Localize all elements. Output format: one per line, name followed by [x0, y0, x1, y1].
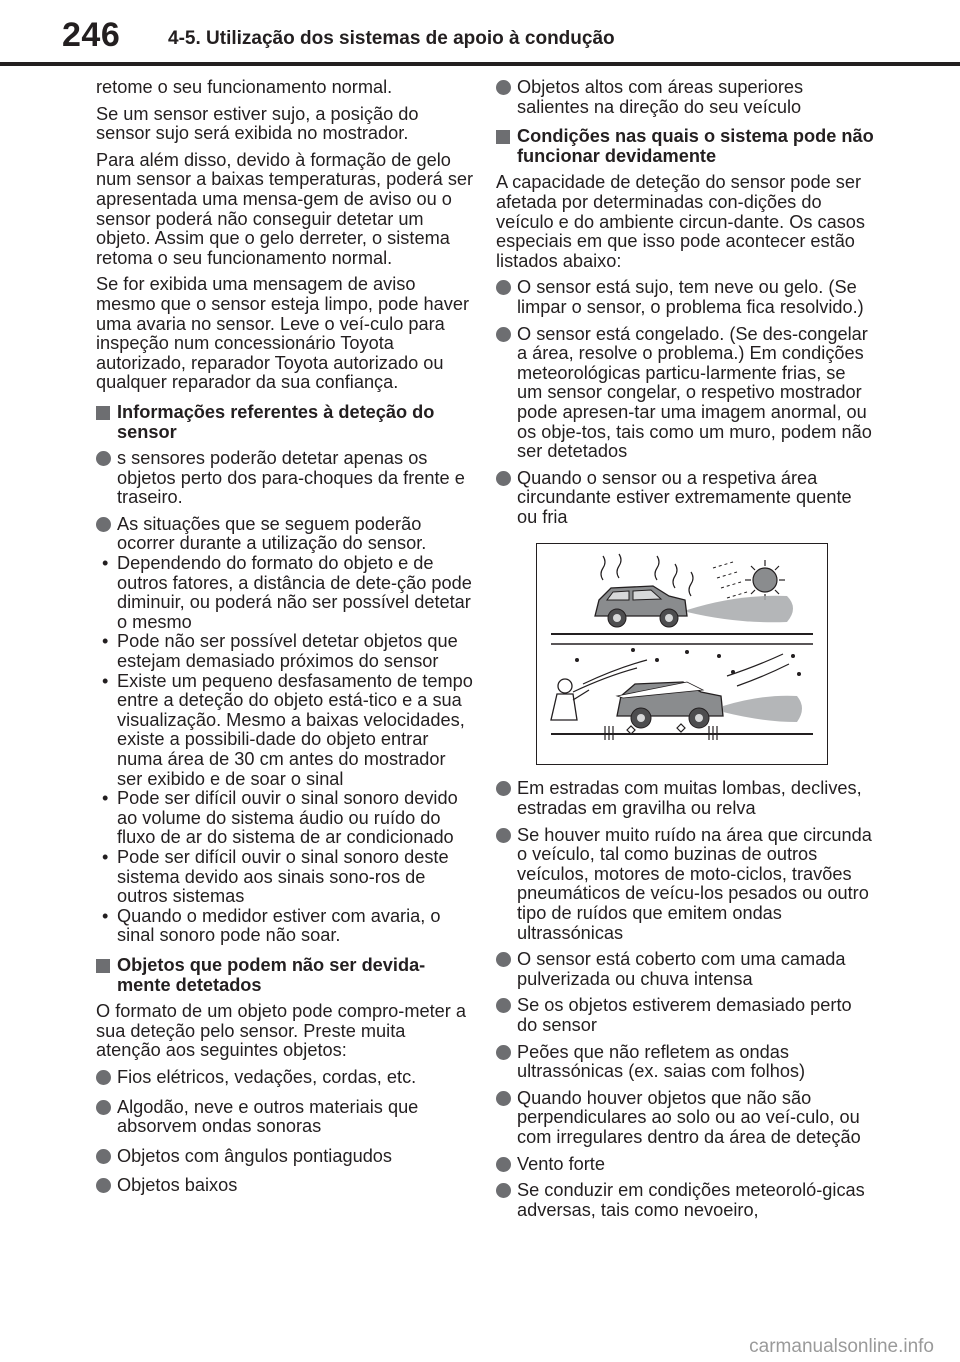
round-bullet-icon	[496, 80, 511, 95]
header-rule	[0, 62, 960, 66]
paragraph: A capacidade de deteção do sensor pode ser afetada por determinadas con-dições do veículo e do ambiente circun-dante. Os casos especiais em que isso pode acontecer estão listados abaixo:	[496, 172, 865, 271]
list-item	[496, 1155, 874, 1175]
list-item-text: Vento forte	[517, 1153, 605, 1174]
list-item-text: Peões que não refletem as ondas ultrassónicas (ex. saias com folhos)	[517, 1041, 806, 1082]
round-bullet-icon	[496, 1157, 511, 1172]
list-item	[496, 278, 874, 317]
car-icon	[617, 682, 723, 728]
list-item-text: Se os objetos estiverem demasiado perto do sensor	[517, 995, 852, 1035]
left-column	[96, 78, 474, 1203]
round-bullet-icon	[496, 1091, 511, 1106]
list-item-text: Algodão, neve e outros materiais que absorvem ondas sonoras	[117, 1096, 419, 1137]
list-item	[496, 1181, 874, 1220]
list-item	[96, 1147, 474, 1167]
sub-list-item: • Pode não ser possível detetar objetos que estejam demasiado próximos do sensor	[102, 631, 458, 672]
paragraph: Se for exibida uma mensagem de aviso mesmo que o sensor esteja limpo, pode haver uma avaria no sensor. Leve o veí-culo para inspeção num concessionário Toyota autorizado, reparador Toyota autorizado ou qualquer reparador da sua confiança.	[96, 274, 470, 393]
round-bullet-icon	[496, 1183, 511, 1198]
sub-list-item: • Pode ser difícil ouvir o sinal sonoro deste sistema devido aos sinais sono-ros de outros sistemas	[102, 846, 449, 907]
list-item	[96, 1176, 474, 1196]
paragraph: Se um sensor estiver sujo, a posição do sensor sujo será exibida no mostrador.	[96, 103, 419, 144]
square-bullet-icon	[96, 959, 110, 973]
page-number: 246	[62, 16, 121, 54]
list-item-text: O sensor está coberto com uma camada pulverizada ou chuva intensa	[517, 949, 846, 989]
weather-illustration	[536, 543, 828, 765]
sub-list-item-text: Existe um pequeno desfasamento de tempo entre a deteção do objeto está-tico e a sua visualização. Mesmo a baixas velocidades, existe a possibili-dade do objeto entrar numa área de 30 cm antes do mostrador ser exibido e de soar o sinal	[117, 670, 473, 789]
section-heading	[496, 127, 874, 166]
list-item-text: Objetos com ângulos pontiagudos	[117, 1145, 393, 1166]
round-bullet-icon	[96, 1100, 111, 1115]
round-bullet-icon	[96, 517, 111, 532]
sub-list-item-text: Pode ser difícil ouvir o sinal sonoro devido ao volume do sistema áudio ou ruído do fluxo de ar do sistema de ar condicionado	[117, 788, 458, 848]
list-item	[496, 1089, 874, 1148]
list-item-text: O sensor está congelado. (Se des-congelar a área, resolve o problema.) Em condições meteorológicas particu-larmente frias, se um sensor congelar, o respetivo mostrador pode apresen-tar uma imagem anormal, ou os obje-tos, tais como um muro, podem não ser detetados	[517, 323, 872, 462]
round-bullet-icon	[496, 952, 511, 967]
list-item	[496, 996, 874, 1035]
sub-list-item-text: Pode ser difícil ouvir o sinal sonoro deste sistema devido aos sinais sono-ros de outros sistemas	[117, 846, 449, 907]
list-item-text: Objetos altos com áreas superiores salientes na direção do seu veículo	[517, 77, 804, 117]
car-icon	[595, 586, 687, 627]
square-bullet-icon	[496, 130, 510, 144]
sub-list-item: • Pode ser difícil ouvir o sinal sonoro devido ao volume do sistema áudio ou ruído do fluxo de ar do sistema de ar condicionado	[102, 788, 458, 848]
round-bullet-icon	[496, 828, 511, 843]
list-item	[96, 449, 474, 508]
round-bullet-icon	[96, 1070, 111, 1085]
section-heading-text: Condições nas quais o sistema pode não funcionar devidamente	[517, 126, 874, 166]
header-title: 4-5. Utilização dos sistemas de apoio à condução	[168, 28, 615, 49]
section-heading	[96, 956, 474, 995]
sub-list-item: • Quando o medidor estiver com avaria, o sinal sonoro pode não soar.	[102, 905, 441, 946]
list-item	[496, 1043, 874, 1082]
round-bullet-icon	[96, 1178, 111, 1193]
square-bullet-icon	[96, 406, 110, 420]
list-item-text: O sensor está sujo, tem neve ou gelo. (Se limpar o sensor, o problema fica resolvido.)	[517, 277, 864, 317]
round-bullet-icon	[496, 280, 511, 295]
list-item-text: As situações que se seguem poderão ocorrer durante a utilização do sensor.	[117, 513, 427, 554]
sub-list-item-text: Dependendo do formato do objeto e de outros fatores, a distância de dete-ção pode diminuir, ou poderá não ser possível detetar o mesmo	[117, 553, 472, 632]
list-item	[96, 1098, 474, 1137]
list-item	[496, 469, 874, 528]
right-column	[496, 78, 874, 1227]
sub-list-item: • Existe um pequeno desfasamento de tempo entre a deteção do objeto está-tico e a sua visualização. Mesmo a baixas velocidades, existe a possibili-dade do objeto entrar numa área de 30 cm antes do mostrador ser exibido e de soar o sinal	[102, 670, 473, 789]
section-heading-text: Objetos que podem não ser devida-mente detetados	[117, 954, 426, 995]
round-bullet-icon	[496, 998, 511, 1013]
list-item-text: Quando houver objetos que não são perpendiculares ao solo ou ao veí-culo, ou com irregulares dentro da área de deteção	[517, 1087, 861, 1147]
section-heading	[96, 403, 474, 442]
list-item-text: Quando o sensor ou a respetiva área circundante estiver extremamente quente ou fria	[517, 467, 852, 527]
list-item-text: Em estradas com muitas lombas, declives, estradas em gravilha ou relva	[517, 778, 862, 819]
list-item	[96, 515, 474, 554]
list-item	[496, 950, 874, 989]
round-bullet-icon	[496, 327, 511, 342]
sub-list-item: • Dependendo do formato do objeto e de outros fatores, a distância de dete-ção pode diminuir, ou poderá não ser possível detetar o mesmo	[102, 553, 472, 632]
list-item-text: Fios elétricos, vedações, cordas, etc.	[117, 1066, 417, 1087]
paragraph: retome o seu funcionamento normal.	[96, 77, 393, 97]
list-item	[496, 779, 874, 818]
list-item-text: Se houver muito ruído na área que circunda o veículo, tal como buzinas de outros veículos, motores de moto-ciclos, travões pneumáticos de veícu-los pesados ou outro tipo de ruídos que emitem ondas ultrassónicas	[517, 824, 872, 943]
list-item	[496, 78, 874, 117]
paragraph: O formato de um objeto pode compro-meter a sua deteção pelo sensor. Preste muita atenção aos seguintes objetos:	[96, 1001, 466, 1061]
list-item-text: Se conduzir em condições meteoroló-gicas adversas, tais como nevoeiro,	[517, 1180, 865, 1220]
list-item	[96, 1068, 474, 1088]
paragraph: Para além disso, devido à formação de gelo num sensor a baixas temperaturas, poderá ser apresentada uma mensa-gem de aviso ou o sensor poderá não conseguir detetar um objeto. Assim que o gelo derreter, o sistema retoma o seu funcionamento normal.	[96, 149, 474, 268]
list-item	[496, 325, 874, 462]
sub-list-item-text: Quando o medidor estiver com avaria, o sinal sonoro pode não soar.	[117, 905, 441, 946]
sun-icon	[745, 560, 785, 600]
sub-list-item-text: Pode não ser possível detetar objetos que estejam demasiado próximos do sensor	[117, 631, 458, 672]
round-bullet-icon	[96, 1149, 111, 1164]
list-item	[496, 826, 874, 944]
watermark: carmanualsonline.info	[749, 1336, 934, 1357]
person-icon	[551, 679, 589, 720]
round-bullet-icon	[96, 451, 111, 466]
round-bullet-icon	[496, 471, 511, 486]
section-heading-text: Informações referentes à deteção do sensor	[117, 401, 435, 442]
round-bullet-icon	[496, 781, 511, 796]
list-item-text: s sensores poderão detetar apenas os objetos perto dos para-choques da frente e traseiro.	[117, 448, 465, 508]
round-bullet-icon	[496, 1045, 511, 1060]
list-item-text: Objetos baixos	[117, 1175, 238, 1196]
